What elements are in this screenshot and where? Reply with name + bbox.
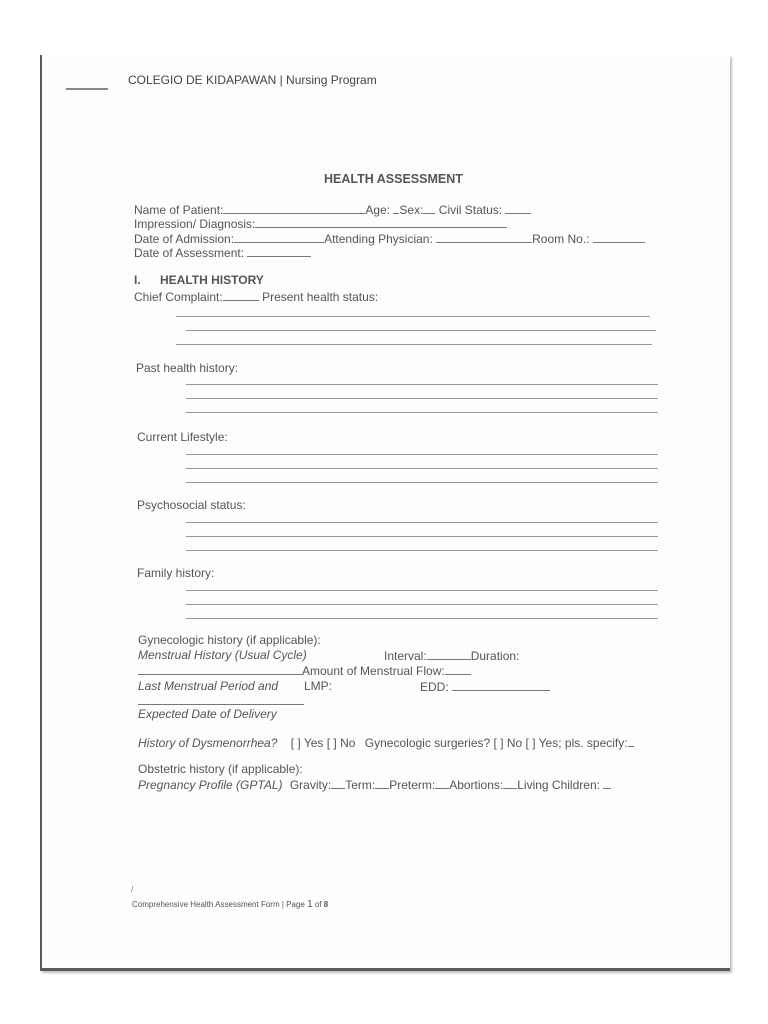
living-children-field[interactable]	[603, 777, 611, 789]
footer-mark: /	[131, 885, 134, 894]
present-health-line-3[interactable]	[176, 344, 652, 345]
room-field[interactable]	[593, 231, 645, 243]
physician-label: Attending Physician:	[324, 232, 433, 246]
footer-page-total: 8	[323, 900, 329, 909]
header-mark	[66, 88, 108, 90]
past-health-label: Past health history:	[136, 361, 239, 375]
term-label: Term:	[345, 778, 376, 792]
pregnancy-profile-label: Pregnancy Profile (GPTAL)	[138, 778, 283, 792]
room-label: Room No.:	[532, 232, 590, 246]
menstrual-history-label: Menstrual History (Usual Cycle)	[138, 648, 307, 662]
edd-italic-label: Expected Date of Delivery	[138, 707, 277, 721]
pregnancy-profile-row	[138, 777, 611, 792]
past-health-line-1[interactable]	[186, 384, 658, 385]
lifestyle-line-1[interactable]	[186, 454, 658, 455]
admission-label: Date of Admission:	[134, 232, 235, 246]
assessment-date-label: Date of Assessment:	[134, 246, 245, 260]
civil-status-field[interactable]	[505, 202, 531, 214]
admission-field[interactable]	[234, 231, 324, 243]
flow-field[interactable]	[445, 663, 471, 675]
footer-page-of: of	[314, 900, 322, 909]
gynecologic-heading: Gynecologic history (if applicable):	[138, 633, 321, 647]
footer-page-current: 1	[307, 899, 313, 910]
section-number: I.	[134, 273, 141, 287]
present-health-label: Present health status:	[262, 290, 379, 304]
preterm-label: Preterm:	[389, 778, 436, 792]
gynecologic-surgeries-label[interactable]: Gynecologic surgeries? [ ] No [ ] Yes; pls. specify:	[364, 736, 628, 750]
physician-field[interactable]	[436, 231, 532, 243]
lifestyle-line-3[interactable]	[186, 482, 658, 483]
impression-row	[134, 216, 507, 231]
flow-label: Amount of Menstrual Flow:	[302, 664, 445, 678]
term-field[interactable]	[375, 777, 389, 789]
page-title: HEALTH ASSESSMENT	[324, 172, 463, 186]
psychosocial-line-3[interactable]	[186, 550, 658, 551]
family-history-line-2[interactable]	[186, 604, 658, 605]
lifestyle-label: Current Lifestyle:	[137, 430, 228, 444]
dysmenorrhea-label: History of Dysmenorrhea?	[138, 736, 278, 750]
family-history-label: Family history:	[137, 566, 215, 580]
preterm-field[interactable]	[435, 777, 449, 789]
footer-form-name: Comprehensive Health Assessment Form | Page	[132, 900, 305, 909]
assessment-date-field[interactable]	[247, 245, 311, 257]
section-health-history-heading	[134, 273, 264, 287]
chief-complaint-field[interactable]	[223, 289, 259, 301]
institution-header: COLEGIO DE KIDAPAWAN | Nursing Program	[128, 73, 377, 87]
lmp-italic-label: Last Menstrual Period and	[138, 679, 279, 693]
usual-cycle-field[interactable]	[138, 663, 302, 675]
family-history-line-3[interactable]	[186, 618, 658, 619]
footer	[132, 898, 328, 912]
impression-label: Impression/ Diagnosis:	[134, 217, 256, 231]
flow-row	[138, 663, 471, 678]
psychosocial-label: Psychosocial status:	[137, 498, 246, 512]
dysmenorrhea-row	[138, 735, 634, 750]
age-label: Age:	[365, 203, 391, 217]
chief-complaint-label: Chief Complaint:	[134, 290, 223, 304]
patient-name-label: Name of Patient:	[134, 203, 224, 217]
sex-field[interactable]	[423, 202, 435, 214]
interval-label: Interval:	[384, 649, 427, 663]
sex-label: Sex:	[399, 203, 424, 217]
duration-label: Duration:	[470, 649, 520, 663]
section-title: HEALTH HISTORY	[160, 273, 264, 287]
lmp-label: LMP:	[304, 679, 333, 693]
family-history-line-1[interactable]	[186, 590, 658, 591]
dysmenorrhea-options[interactable]: [ ] Yes [ ] No	[290, 736, 356, 750]
impression-field[interactable]	[255, 216, 507, 228]
abortions-label: Abortions:	[449, 778, 504, 792]
psychosocial-line-2[interactable]	[186, 536, 658, 537]
interval-field[interactable]	[427, 648, 471, 660]
gravity-field[interactable]	[331, 777, 345, 789]
assessment-row	[134, 245, 311, 260]
patient-name-field[interactable]	[223, 202, 365, 214]
document-page	[40, 55, 730, 971]
present-health-line-2[interactable]	[186, 330, 656, 331]
past-health-line-3[interactable]	[186, 412, 658, 413]
edd-label: EDD:	[420, 680, 449, 694]
obstetric-heading: Obstetric history (if applicable):	[138, 762, 303, 776]
patient-name-row	[134, 202, 531, 217]
living-children-label: Living Children:	[517, 778, 600, 792]
civil-status-label: Civil Status:	[438, 203, 503, 217]
past-health-line-2[interactable]	[186, 398, 658, 399]
edd-row	[420, 679, 550, 694]
admission-row	[134, 231, 645, 246]
chief-complaint-row	[134, 289, 378, 304]
surgeries-specify-field[interactable]	[628, 735, 634, 747]
present-health-line-1[interactable]	[176, 316, 650, 317]
interval-duration-row	[384, 648, 519, 663]
lmp-field[interactable]	[138, 704, 304, 705]
lifestyle-line-2[interactable]	[186, 468, 658, 469]
abortions-field[interactable]	[503, 777, 517, 789]
edd-field[interactable]	[452, 679, 550, 691]
gravity-label: Gravity:	[289, 778, 332, 792]
psychosocial-line-1[interactable]	[186, 522, 658, 523]
